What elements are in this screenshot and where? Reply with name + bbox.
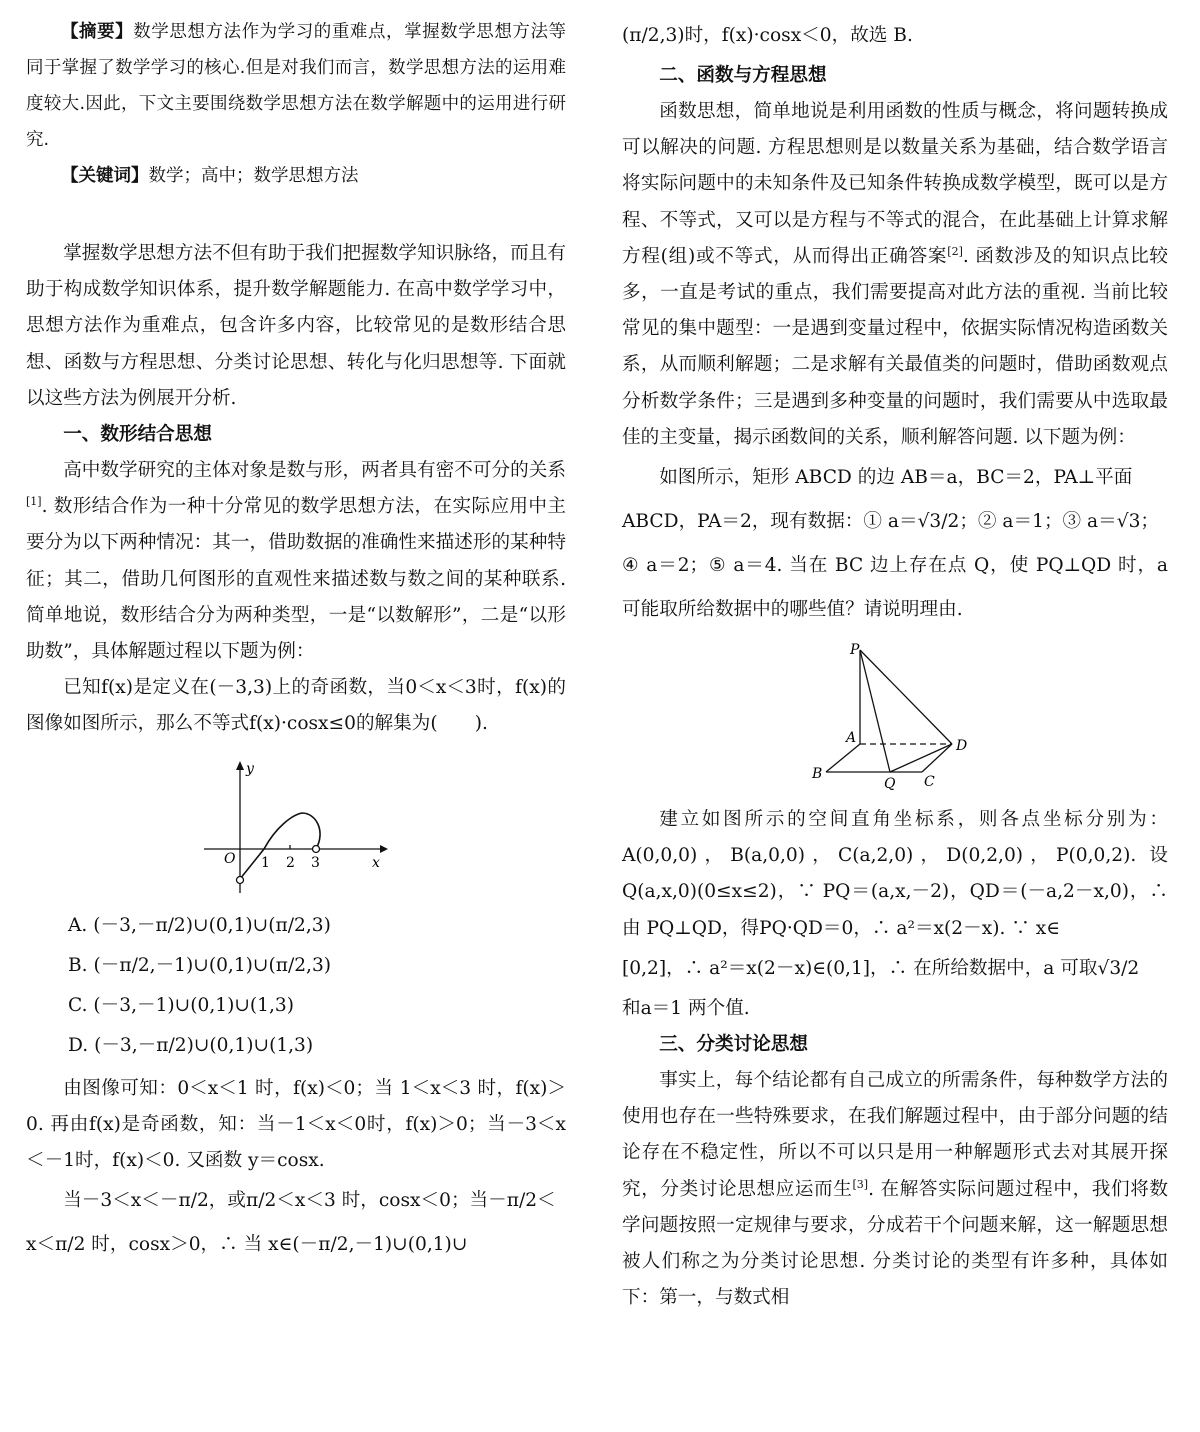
section1-text-b: . 数形结合作为一种十分常见的数学思想方法，在实际应用中主要分为以下两种情况：其一，借助数据的准确性来描述形的某种特征；其二，借助几何图形的直观性来描述数与数之间的某种联系. 简单地说，数形结合分为两种类型，一是“以数解形”，二是“以形助数”，具体解题过程以下题为例： [26,496,566,663]
option-c-label: C. [68,994,88,1016]
open-point-3 [313,845,320,852]
edge-pd [860,650,952,744]
label-p: P [850,642,860,659]
section2-text-b: . 函数涉及的知识点比较多，一直是考试的重点，我们需要提高对此方法的重视. 当前比较常见的集中题型：一是遇到变量过程中，依据实际情况构造函数关系，从而顺利解题；二是求解有关最值类的问题时，借助函数观点分析数学条件；三是遇到多种变量的问题时，我们需要从中选取最佳的主变量，揭示函数间的关系，顺利解答问题. 以下题为例： [622,245,1168,448]
option-b-text: (－π/2,－1)∪(0,1)∪(π/2,3) [93,954,332,976]
solution1: 由图像可知：0＜x＜1 时，f(x)＜0；当 1＜x＜3 时，f(x)＞0. 再由f(x)是奇函数，知：当－1＜x＜0时，f(x)＞0；当－3＜x＜－1时，f(x)＜0. 又函数 y＝cosx. [26,1077,566,1172]
right-column [622,14,1168,1316]
y-axis-arrow [236,761,244,770]
solution-paragraph: 建立如图所示的空间直角坐标系，则各点坐标分别为：A(0,0,0)，B(a,0,0)，C(a,2,0)，D(0,2,0)，P(0,0,2). 设Q(a,x,0)(0≤x≤2)，∵ PQ＝(a,x,－2)，QD＝(－a,2－x,0)，∴ 由 PQ⊥QD，得PQ·QD＝0，∴ a²＝x(2－x). ∵ x∈ [622,809,1168,939]
solution2: 当－3＜x＜－π/2，或π/2＜x＜3 时，cosx＜0；当－π/2＜ [63,1190,556,1212]
problem2-line3: ④ a＝2；⑤ a＝4. 当在 BC 边上存在点 Q，使 PQ⊥QD 时，a 可能取所给数据中的哪些值？请说明理由. [622,555,1168,621]
option-a-text: (－3,－π/2)∪(0,1)∪(π/2,3) [93,914,331,936]
edge-ab [826,744,860,772]
keywords-text: 数学；高中；数学思想方法 [148,166,359,186]
answer-continuation: (π/2,3)时，f(x)·cosx＜0，故选 B. [622,25,913,46]
option-c-text: (－3,－1)∪(0,1)∪(1,3) [93,994,294,1016]
option-a [26,911,566,941]
y-label: y [246,760,254,777]
section3-text-b: . 在解答实际问题过程中，我们将数学问题按照一定规律与要求，分成若干个问题来解，这一解题思想被人们称之为分类讨论思想. 分类讨论的类型有许多种，具体如下：第一，与数式相 [622,1178,1168,1309]
solution-line2: [0,2]，∴ a²＝x(2－x)∈(0,1]，∴ 在所给数据中，a 可取√3/2 [622,957,1140,979]
left-column [26,14,566,1267]
x-axis-arrow [380,845,388,853]
section1-paragraph [26,453,566,670]
problem2-line2: ABCD，PA＝2，现有数据：① a＝√3/2；② a＝1；③ a＝√3； [622,511,1159,533]
label-b: B [812,766,823,783]
ref-2: [2] [947,244,963,258]
pyramid-figure [622,638,1168,798]
curve [240,813,320,879]
section2-text-a: 函数思想，简单地说是利用函数的性质与概念，将问题转换成可以解决的问题. 方程思想则是以数量关系为基础，结合数学语言将实际问题中的未知条件及已知条件转换成数学模型，既可以是方程、不等式，又可以是方程与不等式的混合，在此基础上计算求解方程(组)或不等式，从而得出正确答案 [622,101,1168,267]
edge-pq [860,650,890,772]
open-point-origin [237,876,244,883]
edge-qd [890,744,952,772]
section1-text-a: 高中数学研究的主体对象是数与形，两者具有密不可分的关系 [63,460,566,482]
tick-label-2: 2 [286,854,295,871]
label-d: D [956,738,968,755]
problem1: 已知f(x)是定义在(－3,3)上的奇函数，当0＜x＜3时，f(x)的图像如图所示，那么不等式f(x)·cosx≤0的解集为( ). [26,677,566,735]
abstract-text: 数学思想方法作为学习的重难点，掌握数学思想方法等同于掌握了数学学习的核心.但是对我们而言，数学思想方法的运用难度较大.因此，下文主要围绕数学思想方法在数学解题中的运用进行研究. [26,22,567,150]
option-c [26,991,566,1021]
function-graph [26,755,566,905]
option-d [26,1031,566,1061]
intro-paragraph: 掌握数学思想方法不但有助于我们把握数学知识脉络，而且有助于构成数学知识体系，提升数学解题能力. 在高中数学学习中，思想方法作为重难点，包含许多内容，比较常见的是数形结合思想、函数与方程思想、分类讨论思想、转化与化归思想等. 下面就以这些方法为例展开分析. [26,243,566,409]
section2-paragraph [622,94,1168,456]
label-c: C [924,774,935,791]
keywords [26,158,566,194]
solution-line3: 和a＝1 两个值. [622,997,750,1019]
section1-heading: 一、数形结合思想 [63,424,212,446]
ref-1: [1] [26,495,42,509]
abstract-tag: 【摘要】 [61,22,134,42]
option-b [26,951,566,981]
spacer [26,194,566,236]
option-d-text: (－3,－π/2)∪(0,1)∪(1,3) [94,1034,314,1056]
label-q: Q [884,776,896,793]
section2-heading: 二、函数与方程思想 [659,65,827,86]
edge-cd [922,744,952,772]
problem2-line1: 如图所示，矩形 ABCD 的边 AB＝a，BC＝2，PA⊥平面 [659,467,1133,489]
origin-label: O [224,850,236,867]
keywords-tag: 【关键词】 [61,166,149,186]
label-a: A [846,730,857,747]
section3-text-a: 事实上，每个结论都有自己成立的所需条件，每种数学方法的使用也存在一些特殊要求，在我们解题过程中，由于部分问题的结论存在不稳定性，所以不可以只是用一种解题形式去对其展开探究，分类讨论思想应运而生 [622,1070,1168,1200]
option-b-label: B. [68,954,88,976]
ref-3: [3] [852,1177,869,1191]
x-label: x [372,854,380,871]
option-a-label: A. [68,914,88,936]
tick-label-3: 3 [311,854,320,871]
solution3: x＜π/2 时，cosx＞0，∴ 当 x∈(－π/2,－1)∪(0,1)∪ [26,1234,468,1256]
abstract [26,14,566,158]
tick-label-1: 1 [261,854,270,871]
section3-paragraph [622,1063,1168,1316]
section3-heading: 三、分类讨论思想 [659,1034,808,1056]
option-d-label: D. [68,1034,89,1056]
